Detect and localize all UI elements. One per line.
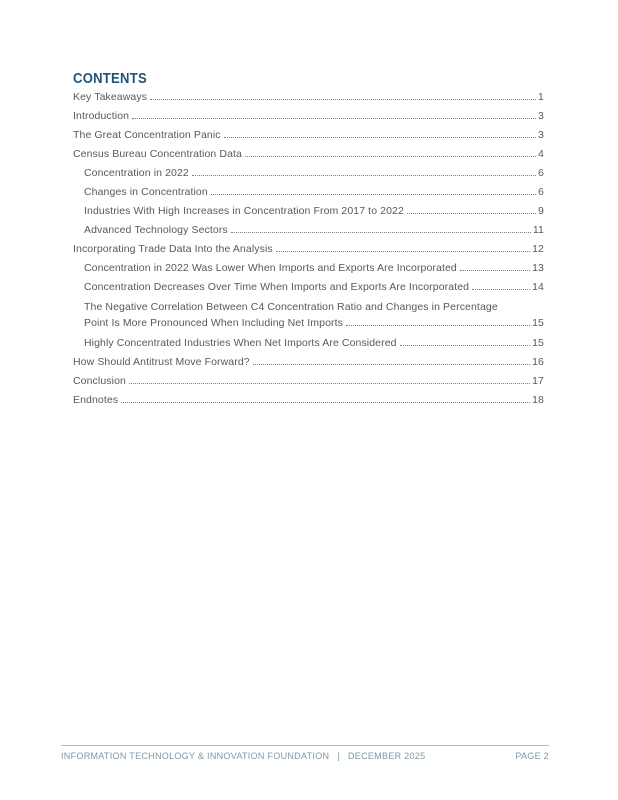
toc-entry-label: How Should Antitrust Move Forward? xyxy=(73,356,250,368)
toc-leader-dots xyxy=(460,270,530,271)
toc-entry[interactable] xyxy=(73,353,544,372)
footer-organization: INFORMATION TECHNOLOGY & INNOVATION FOUNDATION xyxy=(61,751,330,761)
toc-leader-dots xyxy=(211,194,536,195)
footer-separator: | xyxy=(337,751,340,761)
toc-leader-dots xyxy=(150,99,536,100)
toc-page-number: 9 xyxy=(538,205,544,217)
toc-entry[interactable] xyxy=(73,391,544,410)
toc-entry[interactable] xyxy=(73,107,544,126)
toc-page-number: 12 xyxy=(532,243,544,255)
toc-entry[interactable] xyxy=(73,145,544,164)
toc-entry[interactable] xyxy=(73,334,544,353)
toc-page-number: 6 xyxy=(538,186,544,198)
toc-leader-dots xyxy=(245,156,536,157)
page-footer xyxy=(61,745,549,762)
toc-entry[interactable] xyxy=(73,372,544,391)
toc-leader-dots xyxy=(192,175,536,176)
toc-leader-dots xyxy=(472,289,530,290)
toc-entry[interactable] xyxy=(73,88,544,107)
toc-entry-label: Conclusion xyxy=(73,375,126,387)
toc-leader-dots xyxy=(407,213,536,214)
toc-leader-dots xyxy=(132,118,536,119)
toc-entry-label: Census Bureau Concentration Data xyxy=(73,148,242,160)
toc-entry[interactable] xyxy=(73,183,544,202)
toc-entry-label: The Negative Correlation Between C4 Concentration Ratio and Changes in Percentage xyxy=(84,301,498,313)
toc-page-number: 15 xyxy=(532,317,544,329)
footer-date: DECEMBER 2025 xyxy=(347,751,426,761)
toc-leader-dots xyxy=(129,383,530,384)
toc-entry[interactable] xyxy=(73,278,544,297)
footer-page-number: PAGE 2 xyxy=(515,751,549,761)
toc-page-number: 16 xyxy=(532,356,544,368)
toc-page-number: 13 xyxy=(532,262,544,274)
toc-page-number: 6 xyxy=(538,167,544,179)
contents-heading: CONTENTS xyxy=(73,71,147,87)
toc-entry-label: Key Takeaways xyxy=(73,91,148,103)
toc-page-number: 18 xyxy=(532,394,544,406)
toc-page-number: 1 xyxy=(538,91,544,103)
toc-page-number: 3 xyxy=(538,110,544,122)
footer-left xyxy=(61,751,425,762)
toc-entry[interactable] xyxy=(73,259,544,278)
toc-leader-dots xyxy=(346,325,530,326)
toc-entry-label: Endnotes xyxy=(73,394,119,406)
toc-entry[interactable] xyxy=(73,221,544,240)
toc-entry-label: Concentration Decreases Over Time When Imports and Exports Are Incorporated xyxy=(84,281,470,293)
toc-entry[interactable] xyxy=(73,164,544,183)
toc-leader-dots xyxy=(276,251,530,252)
toc-entry-label: Highly Concentrated Industries When Net Imports Are Considered xyxy=(84,337,397,349)
toc-page-number: 4 xyxy=(538,148,544,160)
toc-entry-label: Incorporating Trade Data Into the Analysis xyxy=(73,243,273,255)
toc-page-number: 14 xyxy=(532,281,544,293)
toc-entry-label: Introduction xyxy=(73,110,130,122)
toc-leader-dots xyxy=(231,232,531,233)
toc-entry-label: Changes in Concentration xyxy=(84,186,208,198)
toc-entry[interactable] xyxy=(73,126,544,145)
toc-entry[interactable] xyxy=(73,240,544,259)
toc-page-number: 11 xyxy=(532,224,544,236)
toc-entry-label: Industries With High Increases in Concentration From 2017 to 2022 xyxy=(84,205,404,217)
toc-leader-dots xyxy=(224,137,536,138)
toc-leader-dots xyxy=(121,402,530,403)
toc-page-number: 15 xyxy=(532,337,544,349)
toc-entry[interactable] xyxy=(73,202,544,221)
toc-page-number: 3 xyxy=(538,129,544,141)
table-of-contents xyxy=(73,88,544,410)
toc-leader-dots xyxy=(253,364,530,365)
toc-entry-label: Concentration in 2022 xyxy=(84,167,189,179)
toc-entry-label: Point Is More Pronounced When Including Net Imports xyxy=(84,317,343,329)
toc-entry[interactable] xyxy=(73,297,544,331)
toc-entry-label: Concentration in 2022 Was Lower When Imports and Exports Are Incorporated xyxy=(84,262,457,274)
toc-leader-dots xyxy=(400,345,531,346)
toc-entry-label: Advanced Technology Sectors xyxy=(84,224,228,236)
toc-page-number: 17 xyxy=(532,375,544,387)
toc-entry-label: The Great Concentration Panic xyxy=(73,129,221,141)
